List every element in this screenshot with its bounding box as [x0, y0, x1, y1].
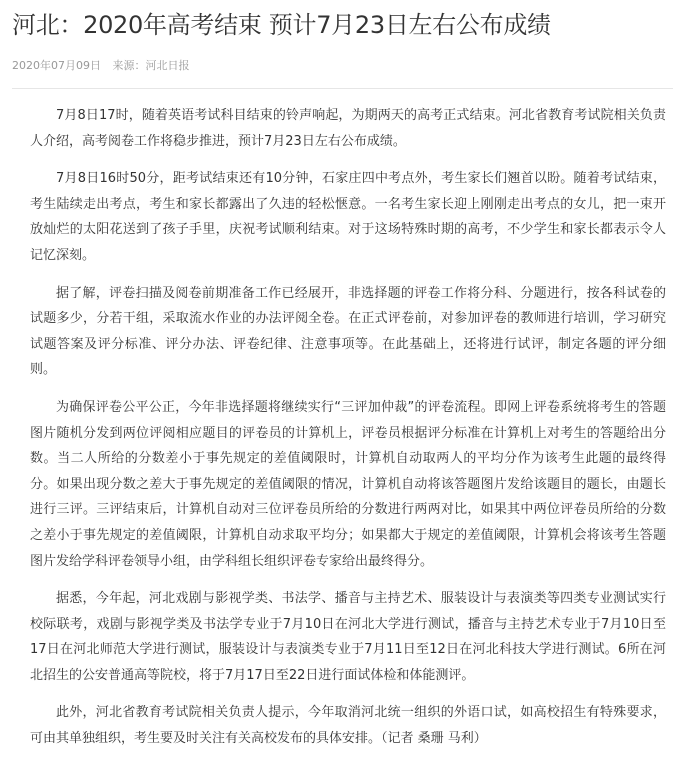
paragraph: 7月8日16时50分，距考试结束还有10分钟，石家庄四中考点外，考生家长们翘首以盼。随着考试结束，考生陆续走出考点，考生和家长都露出了久违的轻松惬意。一名考生家长迎上刚刚走出考点的女儿，把一束开放灿烂的太阳花送到了孩子手里，庆祝考试顺利结束。对于这场特殊时期的高考，不少学生和家长都表示令人记忆深刻。 — [30, 171, 666, 263]
divider — [12, 88, 673, 89]
paragraph: 据悉，今年起，河北戏剧与影视学类、书法学、播音与主持艺术、服装设计与表演类等四类专业测试实行校际联考，戏剧与影视学类及书法学专业于7月10日在河北大学进行测试，播音与主持艺术专业于7月10日至17日在河北师范大学进行测试，服装设计与表演类专业于7月11日至12日在河北科技大学进行测试。6所在河北招生的公安普通高等院校，将于7月17日至22日进行面试体检和体能测评。 — [30, 591, 666, 683]
paragraph: 此外，河北省教育考试院相关负责人提示，今年取消河北统一组织的外语口试，如高校招生有特殊要求，可由其单独组织，考生要及时关注有关高校发布的具体安排。（记者 桑珊 马利） — [30, 705, 666, 747]
paragraph: 7月8日17时，随着英语考试科目结束的铃声响起，为期两天的高考正式结束。河北省教育考试院相关负责人介绍，高考阅卷工作将稳步推进，预计7月23日左右公布成绩。 — [30, 108, 666, 149]
paragraph: 为确保评卷公平公正，今年非选择题将继续实行“三评加仲裁”的评卷流程。即网上评卷系统将考生的答题图片随机分发到两位评阅相应题目的评卷员的计算机上，评卷员根据评分标准在计算机上对考生的答题给出分数。当二人所给的分数差小于事先规定的差值阈限时，计算机自动取两人的平均分作为该考生此题的最终得分。如果出现分数之差大于事先规定的差值阈限的情况，计算机自动将该答题图片发给该题目的题长，由题长进行三评。三评结束后，计算机自动对三位评卷员所给的分数进行两两对比，如果其中两位评卷员所给的分数之差小于事先规定的差值阈限，计算机自动求取平均分；如果都大于规定的差值阈限，计算机会将该考生答题图片发给学科评卷领导小组，由学科组长组织评卷专家给出最终得分。 — [30, 399, 666, 569]
article-meta — [12, 58, 673, 74]
publish-date: 2020年07月09日 — [12, 59, 101, 72]
article-source: 来源：河北日报 — [112, 59, 190, 72]
paragraph: 据了解，评卷扫描及阅卷前期准备工作已经展开，非选择题的评卷工作将分科、分题进行，按各科试卷的试题多少，分若干组，采取流水作业的办法评阅全卷。在正式评卷前，对参加评卷的教师进行培训，学习研究试题答案及评分标准、评分办法、评卷纪律、注意事项等。在此基础上，还将进行试评，制定各题的评分细则。 — [30, 285, 666, 378]
article-title: 河北：2020年高考结束 预计7月23日左右公布成绩 — [12, 11, 551, 39]
article-body — [12, 103, 673, 752]
